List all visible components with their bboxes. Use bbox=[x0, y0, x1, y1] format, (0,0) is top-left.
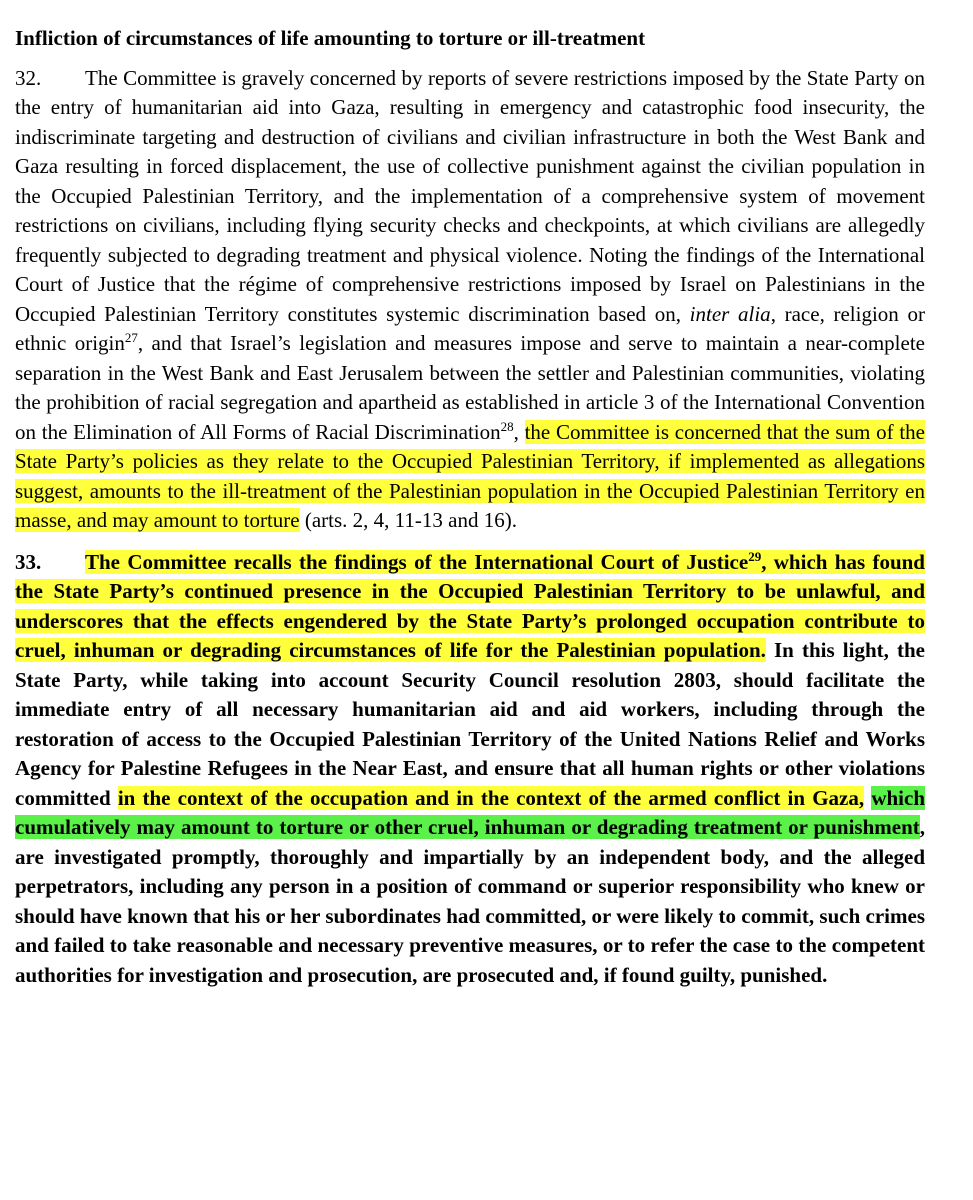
footnote-ref-29: 29 bbox=[748, 548, 762, 564]
paragraph-text: , bbox=[513, 419, 525, 444]
paragraph-number: 32. bbox=[15, 65, 42, 90]
section-heading: Infliction of circumstances of life amounting to torture or ill-treatment bbox=[15, 26, 646, 50]
highlight-text: The Committee recalls the findings of the International Court of Justice bbox=[85, 549, 749, 574]
paragraph-text: The Committee is gravely concerned by reports of severe restrictions imposed by the State Party on the entry of humanitarian aid into Gaza, resulting in emergency and catastrophic food insecurity, the indiscriminate targeting and destruction of civilians and civilian infrastructure in both the West Bank and Gaza resulting in forced displacement, the use of collective punishment against the civilian population in the Occupied Palestinian Territory, and the implementation of a comprehensive system of movement restrictions on civilians, including flying security checks and checkpoints, at which civilians are allegedly frequently subjected to degrading treatment and physical violence. Noting the findings of the International Court of Justice that the régime of comprehensive restrictions imposed by Israel on Palestinians in the Occupied Palestinian Territory constitutes systemic discrimination based on, bbox=[15, 65, 925, 326]
footnote-ref-28: 28 bbox=[500, 418, 514, 434]
paragraph-number: 33. bbox=[15, 549, 42, 574]
paragraph-text: , and that Israel’s legislation and measures impose and serve to maintain a near-complete separation in the West Bank and East Jerusalem between the settler and Palestinian communities, violating the prohibition of racial segregation and apartheid as established in article 3 of the International Convention on the Elimination of All Forms of Racial Discrimination bbox=[15, 331, 925, 444]
yellow-highlight: the Committee is concerned that the sum of the State Party’s policies as they relate to the Occupied Palestinian Territory, if implemented as allegations suggest, amounts to the ill-treatment of the Palestinian population in the Occupied Palestinian Territory en masse, and may amount to torture bbox=[15, 419, 925, 532]
paragraph-text: , are investigated promptly, thoroughly and impartially by an independent body, and the alleged perpetrators, including any person in a position of command or superior responsibility who knew or should have known that his or her subordinates had committed, or were likely to commit, such crimes and failed to take reasonable and necessary preventive measures, or to refer the case to the competent authorities for investigation and prosecution, are prosecuted and, if found guilty, punished. bbox=[15, 815, 925, 987]
green-highlight: which cumulatively may amount to torture or other cruel, inhuman or degrading treatment or punishment bbox=[15, 785, 925, 839]
paragraph-text: , race, religion or ethnic origin bbox=[15, 301, 925, 355]
italic-term: inter alia bbox=[689, 301, 771, 326]
paragraph-text: In this light, the State Party, while taking into account Security Council resolution 2803, should facilitate the immediate entry of all necessary humanitarian aid and aid workers, including through the restoration of access to the Occupied Palestinian Territory of the United Nations Relief and Works Agency for Palestine Refugees in the Near East, and ensure that all human rights or other violations committed bbox=[15, 638, 925, 810]
paragraph-text: (arts. 2, 4, 11-13 and 16). bbox=[299, 508, 517, 532]
paragraph-33 bbox=[15, 548, 925, 991]
highlight-text: , which has found the State Party’s continued presence in the Occupied Palestinian Territory to be unlawful, and underscores that the effects engendered by the State Party’s prolonged occupation contribute to cruel, inhuman or degrading circumstances of life for the Palestinian population. bbox=[15, 549, 925, 662]
yellow-highlight: in the context of the occupation and in the context of the armed conflict in Gaza, bbox=[117, 785, 865, 810]
paragraph-32 bbox=[15, 64, 925, 536]
footnote-ref-27: 27 bbox=[124, 330, 138, 345]
document-page bbox=[15, 24, 925, 1002]
